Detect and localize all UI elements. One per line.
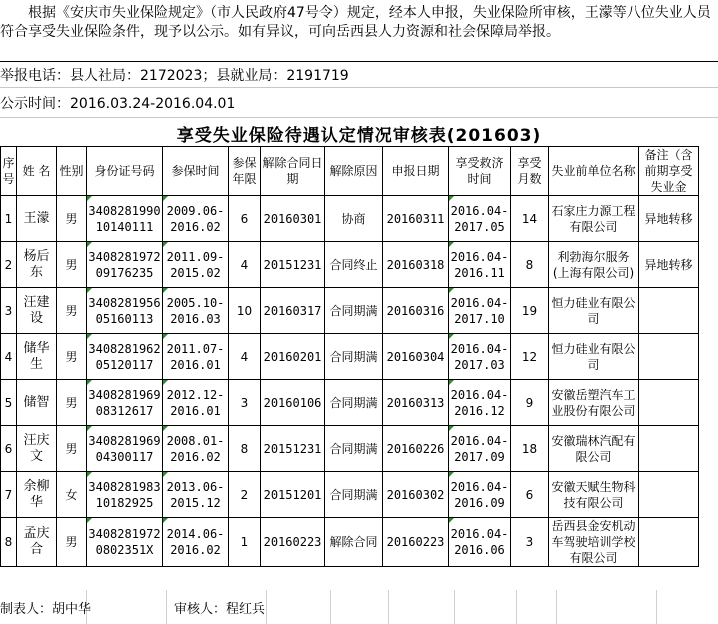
cell-id-number: 340828196904300117 <box>87 426 163 472</box>
cell-former-employer: 岳西县金安机动车驾驶培训学校有限公司 <box>549 518 639 567</box>
table-row <box>1 196 699 242</box>
table-title: 享受失业保险待遇认定情况审核表(201603) <box>176 126 542 146</box>
header-cell: 序号 <box>1 147 17 196</box>
table-row <box>1 334 699 380</box>
cell-benefit-months: 18 <box>511 426 549 472</box>
header-cell: 解除原因 <box>325 147 383 196</box>
cell-gender: 男 <box>57 380 87 426</box>
table-row <box>1 288 699 334</box>
cell-application-date: 20160304 <box>383 334 449 380</box>
cell-insured-years: 10 <box>229 288 261 334</box>
table-row <box>1 518 699 567</box>
cell-benefit-months: 19 <box>511 288 549 334</box>
header-cell: 身份证号码 <box>87 147 163 196</box>
cell-application-date: 20160316 <box>383 288 449 334</box>
cell-benefit-period: 2016.04-2016.06 <box>449 518 511 567</box>
cell-benefit-period: 2016.04-2016.09 <box>449 472 511 518</box>
cell-id-number: 340828198310182925 <box>87 472 163 518</box>
cell-remark <box>639 518 699 567</box>
cell-former-employer: 安徽岳塑汽车工业股份有限公司 <box>549 380 639 426</box>
cell-insured-years: 8 <box>229 426 261 472</box>
cell-termination-date: 20151201 <box>261 472 325 518</box>
cell-benefit-months: 8 <box>511 242 549 288</box>
cell-termination-date: 20160223 <box>261 518 325 567</box>
cell-termination-reason: 合同终止 <box>325 242 383 288</box>
cell-insured-years: 4 <box>229 242 261 288</box>
cell-termination-date: 20160301 <box>261 196 325 242</box>
cell-former-employer: 利勃海尔服务(上海有限公司) <box>549 242 639 288</box>
cell-application-date: 20160223 <box>383 518 449 567</box>
divider <box>0 117 718 118</box>
cell-benefit-period: 2016.04-2017.03 <box>449 334 511 380</box>
cell-name: 余柳华 <box>17 472 57 518</box>
cell-name: 杨后东 <box>17 242 57 288</box>
cell-termination-date: 20151231 <box>261 426 325 472</box>
cell-seq: 3 <box>1 288 17 334</box>
cell-benefit-period: 2016.04-2017.10 <box>449 288 511 334</box>
cell-seq: 8 <box>1 518 17 567</box>
table-row <box>1 472 699 518</box>
cell-application-date: 20160226 <box>383 426 449 472</box>
cell-remark: 异地转移 <box>639 242 699 288</box>
cell-insured-years: 3 <box>229 380 261 426</box>
header-cell: 参保时间 <box>163 147 229 196</box>
cell-termination-reason: 解除合同 <box>325 518 383 567</box>
divider <box>0 87 718 88</box>
preparer-label: 制表人：胡中华 <box>0 602 92 617</box>
cell-application-date: 20160313 <box>383 380 449 426</box>
cell-remark <box>639 426 699 472</box>
review-table <box>0 146 699 567</box>
cell-id-number: 34082819720802351X <box>87 518 163 567</box>
reviewer-label: 审核人：程红兵 <box>174 602 266 617</box>
cell-insured-period: 2012.12-2016.01 <box>163 380 229 426</box>
cell-remark <box>639 380 699 426</box>
cell-name: 王濛 <box>17 196 57 242</box>
cell-former-employer: 石家庄力源工程有限公司 <box>549 196 639 242</box>
cell-former-employer: 安徽天赋生物科技有限公司 <box>549 472 639 518</box>
cell-insured-period: 2008.01-2016.02 <box>163 426 229 472</box>
cell-benefit-months: 12 <box>511 334 549 380</box>
cell-name: 汪建设 <box>17 288 57 334</box>
header-cell: 参保年限 <box>229 147 261 196</box>
cell-application-date: 20160302 <box>383 472 449 518</box>
footer-bar <box>0 590 718 624</box>
cell-benefit-months: 9 <box>511 380 549 426</box>
cell-name: 储智 <box>17 380 57 426</box>
cell-id-number: 340828196205120117 <box>87 334 163 380</box>
cell-insured-period: 2013.06-2015.12 <box>163 472 229 518</box>
cell-gender: 男 <box>57 288 87 334</box>
cell-seq: 6 <box>1 426 17 472</box>
table-row <box>1 380 699 426</box>
header-cell: 失业前单位名称 <box>549 147 639 196</box>
cell-termination-reason: 合同期满 <box>325 288 383 334</box>
cell-seq: 5 <box>1 380 17 426</box>
cell-id-number: 340828195605160113 <box>87 288 163 334</box>
cell-seq: 2 <box>1 242 17 288</box>
cell-insured-period: 2011.07-2016.01 <box>163 334 229 380</box>
cell-seq: 7 <box>1 472 17 518</box>
table-row <box>1 426 699 472</box>
publicity-time: 公示时间：2016.03.24-2016.04.01 <box>0 96 236 112</box>
cell-gender: 男 <box>57 426 87 472</box>
cell-former-employer: 安徽瑞林汽配有限公司 <box>549 426 639 472</box>
cell-name: 储华生 <box>17 334 57 380</box>
cell-termination-reason: 合同期满 <box>325 380 383 426</box>
cell-id-number: 340828196908312617 <box>87 380 163 426</box>
cell-seq: 4 <box>1 334 17 380</box>
cell-insured-years: 1 <box>229 518 261 567</box>
header-cell: 申报日期 <box>383 147 449 196</box>
cell-former-employer: 恒力硅业有限公司 <box>549 288 639 334</box>
cell-remark <box>639 288 699 334</box>
header-cell: 姓 名 <box>17 147 57 196</box>
cell-gender: 男 <box>57 196 87 242</box>
cell-gender: 女 <box>57 472 87 518</box>
cell-insured-period: 2009.06-2016.02 <box>163 196 229 242</box>
cell-application-date: 20160311 <box>383 196 449 242</box>
divider <box>0 61 718 62</box>
header-cell: 备注（含前期享受失业金 <box>639 147 699 196</box>
header-cell: 性别 <box>57 147 87 196</box>
cell-id-number: 340828197209176235 <box>87 242 163 288</box>
cell-termination-date: 20160317 <box>261 288 325 334</box>
cell-termination-reason: 合同期满 <box>325 472 383 518</box>
cell-benefit-months: 6 <box>511 472 549 518</box>
cell-benefit-months: 14 <box>511 196 549 242</box>
cell-benefit-period: 2016.04-2016.11 <box>449 242 511 288</box>
cell-id-number: 340828199010140111 <box>87 196 163 242</box>
cell-termination-date: 20151231 <box>261 242 325 288</box>
cell-gender: 男 <box>57 518 87 567</box>
cell-gender: 男 <box>57 334 87 380</box>
cell-benefit-period: 2016.04-2016.12 <box>449 380 511 426</box>
cell-remark: 异地转移 <box>639 196 699 242</box>
cell-termination-date: 20160201 <box>261 334 325 380</box>
cell-termination-date: 20160106 <box>261 380 325 426</box>
header-cell: 享受月数 <box>511 147 549 196</box>
report-phone: 举报电话：县人社局：2172023；县就业局：2191719 <box>0 68 349 84</box>
cell-insured-period: 2011.09-2015.02 <box>163 242 229 288</box>
cell-former-employer: 恒力硅业有限公司 <box>549 334 639 380</box>
cell-remark <box>639 472 699 518</box>
cell-insured-years: 6 <box>229 196 261 242</box>
cell-benefit-period: 2016.04-2017.05 <box>449 196 511 242</box>
cell-termination-reason: 合同期满 <box>325 426 383 472</box>
cell-seq: 1 <box>1 196 17 242</box>
cell-insured-period: 2014.06-2016.02 <box>163 518 229 567</box>
cell-insured-years: 4 <box>229 334 261 380</box>
cell-insured-years: 2 <box>229 472 261 518</box>
cell-application-date: 20160318 <box>383 242 449 288</box>
cell-name: 孟庆合 <box>17 518 57 567</box>
table-row <box>1 242 699 288</box>
cell-gender: 男 <box>57 242 87 288</box>
cell-termination-reason: 协商 <box>325 196 383 242</box>
header-cell: 解除合同日期 <box>261 147 325 196</box>
cell-termination-reason: 合同期满 <box>325 334 383 380</box>
header-cell: 享受救济时间 <box>449 147 511 196</box>
table-header-row <box>1 147 699 196</box>
cell-name: 汪庆文 <box>17 426 57 472</box>
cell-benefit-period: 2016.04-2017.09 <box>449 426 511 472</box>
cell-remark <box>639 334 699 380</box>
notice-paragraph: 根据《安庆市失业保险规定》（市人民政府47号令）规定，经本人申报，失业保险所审核，王濛等八位失业人员符合享受失业保险条件，现予以公示。如有异议，可向岳西县人力资源和社会保障局举报。 <box>0 5 711 40</box>
cell-insured-period: 2005.10-2016.03 <box>163 288 229 334</box>
cell-benefit-months: 3 <box>511 518 549 567</box>
